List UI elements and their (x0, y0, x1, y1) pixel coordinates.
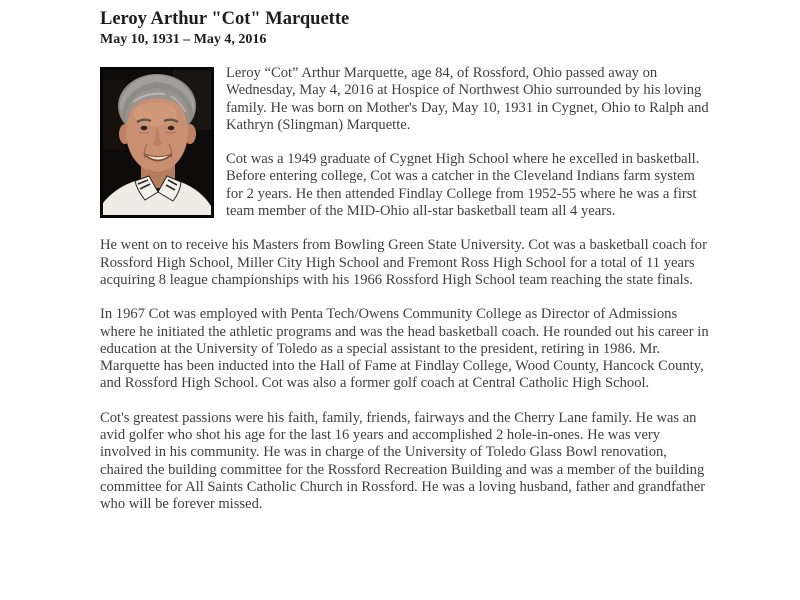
page-title: Leroy Arthur "Cot" Marquette (100, 9, 350, 29)
obituary-paragraph-2: Cot was a 1949 graduate of Cygnet High School where he excelled in basketball. Before entering college, Cot was a catcher in the Cleveland Indians farm system for 2 years. He then attended Findlay College from 1952-55 where he was a first team member of the MID-Ohio all-star basketball team all 4 years. (226, 151, 700, 220)
obituary-paragraph-5: Cot's greatest passions were his faith, family, friends, fairways and the Cherry Lane family. He was an avid golfer who shot his age for the last 16 years and accomplished 2 hole-in-ones. He was very involved in his community. He was in charge of the University of Toledo Glass Bowl renovation, chaired the building committee for the Rossford Recreation Building and was a member of the building committee for All Saints Catholic Church in Rossford. He was a loving husband, father and grandfather who will be forever missed. (100, 409, 706, 513)
portrait-photo (100, 67, 214, 218)
life-dates: May 10, 1931 – May 4, 2016 (100, 32, 267, 47)
obituary-body (100, 65, 710, 514)
portrait-photo-image (103, 70, 211, 215)
obituary-paragraph-1: Leroy “Cot” Arthur Marquette, age 84, of Rossford, Ohio passed away on Wednesday, May 4, 2016 at Hospice of Northwest Ohio surrounded by his loving family. He was born on Mother's Day, May 10, 1931 in Cygnet, Ohio to Ralph and Kathryn (Slingman) Marquette. (226, 65, 709, 133)
obituary-paragraph-3: He went on to receive his Masters from Bowling Green State University. Cot was a basketball coach for Rossford High School, Miller City High School and Fremont Ross High School for a total of 11 years acquiring 8 league championships with his 1966 Rossford High School team reaching the state finals. (100, 237, 707, 288)
obituary-paragraph-4: In 1967 Cot was employed with Penta Tech/Owens Community College as Director of Admissions where he initiated the athletic programs and was the head basketball coach. He rounded out his career in education at the University of Toledo as a special assistant to the president, retiring in 1986. Mr. Marquette has been inducted into the Hall of Fame at Findlay College, Wood County, Hancock County, and Rossford High School. Cot was also a former golf coach at Central Catholic High School. (100, 306, 709, 392)
